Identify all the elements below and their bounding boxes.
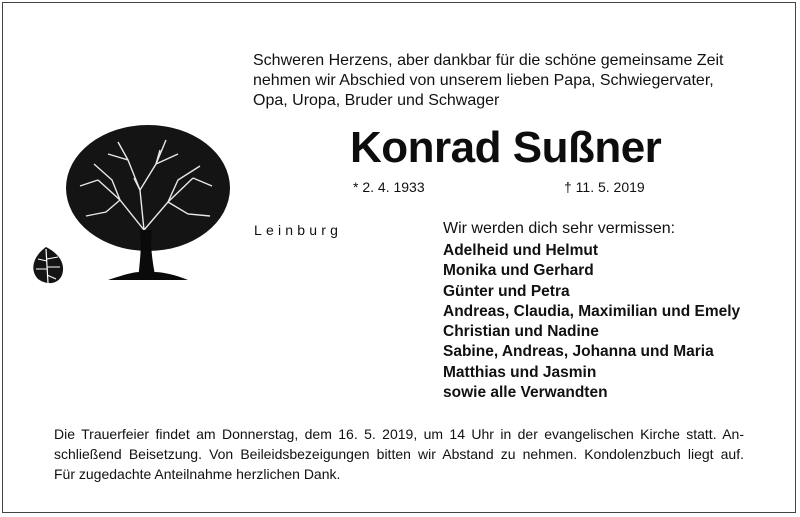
miss-line: Wir werden dich sehr vermissen: bbox=[443, 220, 676, 237]
list-item: Günter und Petra bbox=[443, 282, 570, 300]
mourners-list bbox=[443, 241, 740, 403]
list-item: Monika und Gerhard bbox=[443, 262, 594, 280]
funeral-notice bbox=[54, 424, 744, 484]
notice-line: Für zugedachte Anteilnahme herzlichen Dank. bbox=[54, 466, 341, 482]
list-item: Sabine, Andreas, Johanna und Maria bbox=[443, 343, 714, 361]
list-item: Adelheid und Helmut bbox=[443, 242, 598, 259]
falling-leaf-icon bbox=[33, 247, 63, 283]
intro-text bbox=[253, 51, 753, 111]
place-name: Leinburg bbox=[254, 222, 343, 238]
death-date: † 11. 5. 2019 bbox=[564, 179, 645, 195]
intro-line: Schweren Herzens, aber dankbar für die schöne gemeinsame Zeit bbox=[253, 52, 724, 69]
notice-line: Die Trauerfeier findet am Donnerstag, dem 16. 5. 2019, um 14 Uhr in der evangelischen Kirche statt. An- bbox=[54, 426, 744, 442]
intro-line: Opa, Uropa, Bruder und Schwager bbox=[253, 92, 500, 109]
notice-line: schließend Beisetzung. Von Beileidsbezeigungen bitten wir Abstand zu nehmen. Kondolenzbuch liegt auf. bbox=[54, 446, 744, 462]
list-item: sowie alle Verwandten bbox=[443, 384, 608, 402]
intro-line: nehmen wir Abschied von unserem lieben Papa, Schwiegervater, bbox=[253, 72, 714, 89]
list-item: Christian und Nadine bbox=[443, 323, 599, 341]
list-item: Matthias und Jasmin bbox=[443, 363, 597, 381]
list-item: Andreas, Claudia, Maximilian und Emely bbox=[443, 302, 741, 320]
birth-date: * 2. 4. 1933 bbox=[353, 179, 425, 195]
deceased-name: Konrad Sußner bbox=[350, 123, 662, 172]
tree-icon bbox=[28, 120, 238, 285]
